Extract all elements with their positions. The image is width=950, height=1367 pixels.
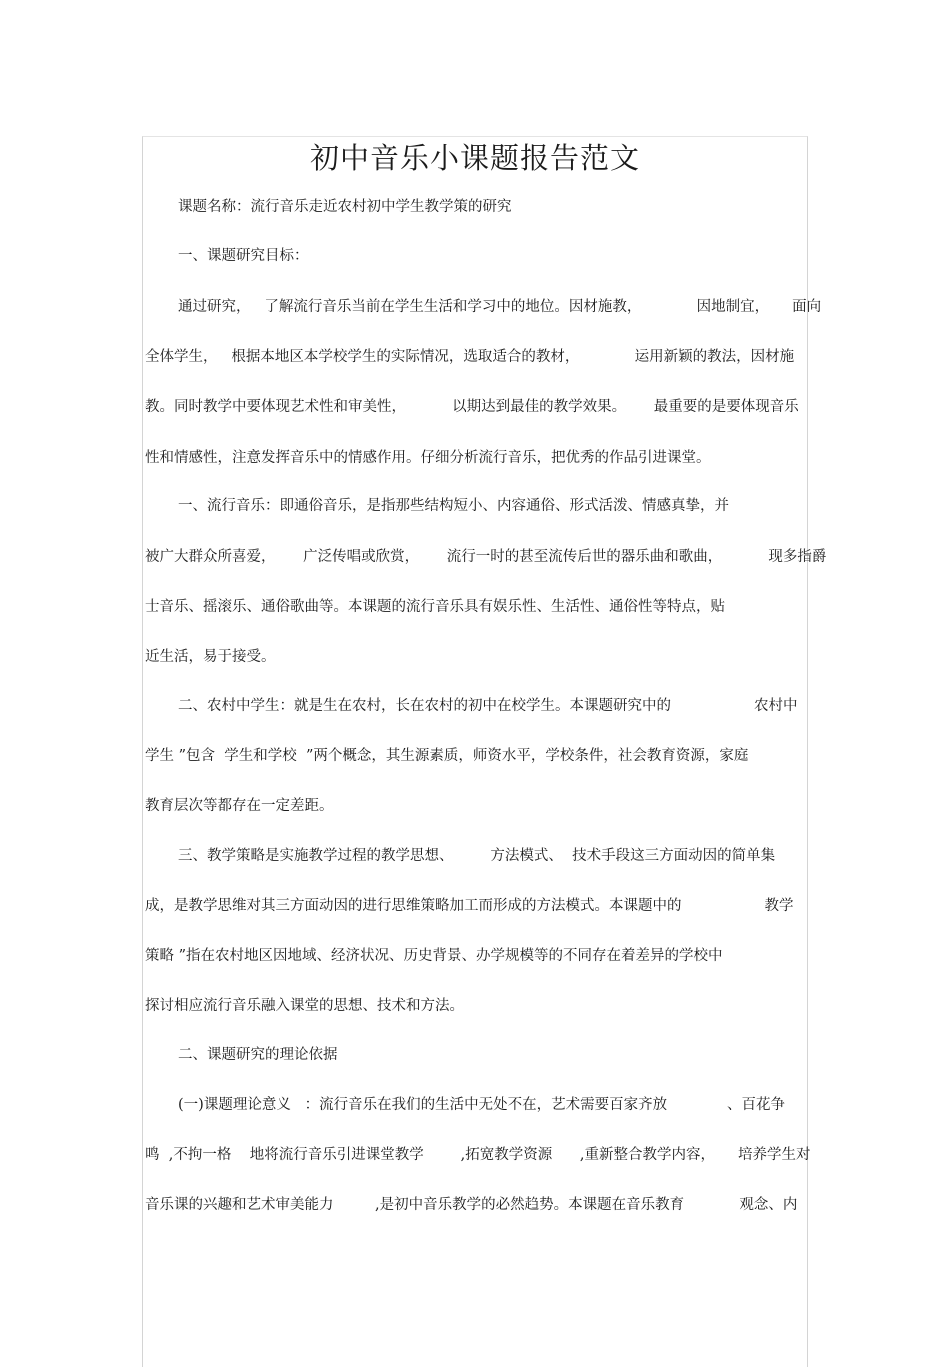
paragraph-line: 二、农村中学生：就是生在农村，长在农村的初中在校学生。本课题研究中的 农村中 [178,698,798,714]
paragraph-line: 性和情感性，注意发挥音乐中的情感作用。仔细分析流行音乐，把优秀的作品引进课堂。 [145,450,711,466]
paragraph-line: 教育层次等都存在一定差距。 [145,798,334,814]
paragraph-line: (一)课题理论意义 ：流行音乐在我们的生活中无处不在，艺术需要百家齐放 、百花争 [178,1097,786,1113]
paragraph-line: 被广大群众所喜爱， 广泛传唱或欣赏， 流行一时的甚至流传后世的器乐曲和歌曲， 现多指爵 [145,549,827,565]
paragraph-line: 音乐课的兴趣和艺术审美能力 ,是初中音乐教学的必然趋势。本课题在音乐教育 观念、内 [145,1197,798,1213]
section-heading: 二、课题研究的理论依据 [178,1047,338,1063]
paragraph-line: 探讨相应流行音乐融入课堂的思想、技术和方法。 [145,998,464,1014]
paragraph-line: 策略 ”指在农村地区因地域、经济状况、历史背景、办学规模等的不同存在着差异的学校中 [145,948,723,964]
topic-name-line: 课题名称：流行音乐走近农村初中学生教学策的研究 [178,199,512,215]
paragraph-line: 三、教学策略是实施教学过程的教学思想、 方法模式、 技术手段这三方面动因的简单集 [178,848,776,864]
section-heading: 一、课题研究目标： [178,248,309,264]
paragraph-line: 教。同时教学中要体现艺术性和审美性， 以期达到最佳的教学效果。 最重要的是要体现音乐 [145,399,799,415]
paragraph-line: 一、流行音乐：即通俗音乐，是指那些结构短小、内容通俗、形式活泼、情感真挚，并 [178,498,729,514]
paragraph-line: 学生 ”包含 学生和学校 ”两个概念，其生源素质，师资水平，学校条件，社会教育资源，家庭 [145,748,749,764]
paragraph-line: 全体学生， 根据本地区本学校学生的实际情况，选取适合的教材， 运用新颖的教法，因材施 [145,349,795,365]
paragraph-line: 近生活，易于接受。 [145,649,276,665]
document-title: 初中音乐小课题报告范文 [309,141,640,175]
paragraph-line: 鸣 ,不拘一格 地将流行音乐引进课堂教学 ,拓宽教学资源 ,重新整合教学内容， 培养学生对 [145,1147,811,1163]
paragraph-line: 成，是教学思维对其三方面动因的进行思维策略加工而形成的方法模式。本课题中的 教学 [145,898,794,914]
paragraph-line: 通过研究， 了解流行音乐当前在学生生活和学习中的地位。因材施教， 因地制宜， 面向 [178,299,822,315]
paragraph-line: 士音乐、摇滚乐、通俗歌曲等。本课题的流行音乐具有娱乐性、生活性、通俗性等特点，贴 [145,599,725,615]
